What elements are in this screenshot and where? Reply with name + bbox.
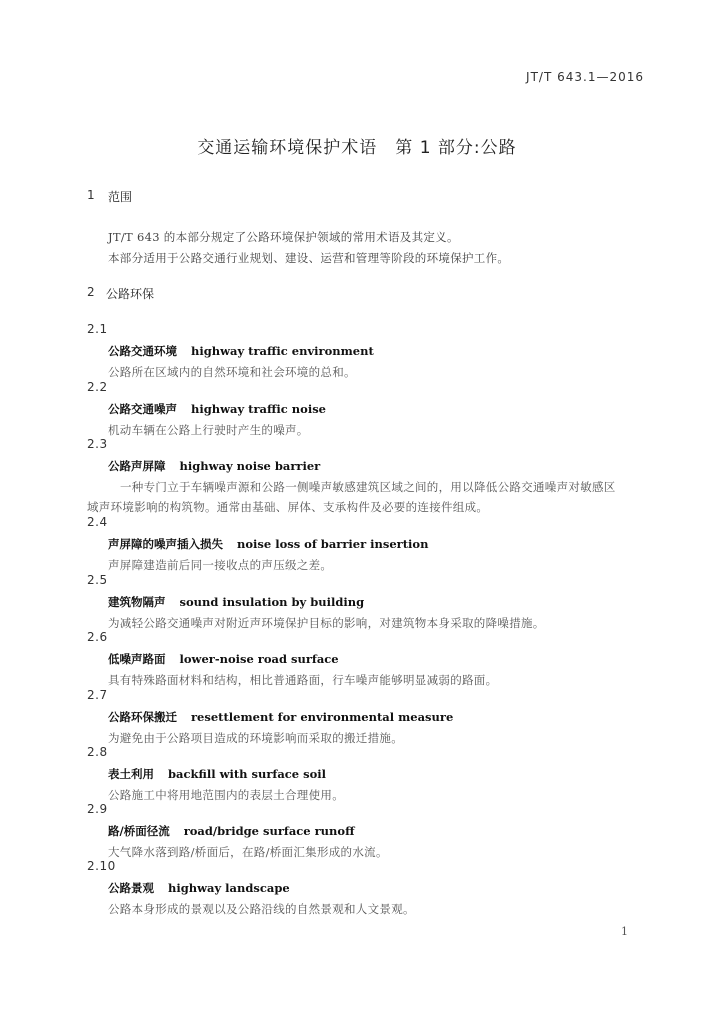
- section-1-number: 1: [87, 188, 95, 202]
- term-number: 2.3: [87, 437, 108, 451]
- term-definition: 声屏障建造前后同一接收点的声压级之差。: [108, 558, 333, 572]
- term-english: noise loss of barrier insertion: [237, 537, 429, 551]
- section-2-title: 公路环保: [106, 287, 155, 301]
- term-chinese: 低噪声路面: [108, 652, 166, 666]
- term-definition: 域声环境影响的构筑物。通常由基础、屏体、支承构件及必要的连接件组成。: [87, 500, 489, 514]
- term-heading: [108, 651, 339, 667]
- term-chinese: 路/桥面径流: [108, 824, 170, 838]
- term-number: 2.7: [87, 688, 108, 702]
- term-chinese: 声屏障的噪声插入损失: [108, 537, 223, 551]
- term-definition: 一种专门立于车辆噪声源和公路一侧噪声敏感建筑区域之间的，用以降低公路交通噪声对敏感区: [120, 480, 616, 494]
- term-heading: [108, 880, 290, 896]
- term-chinese: 公路交通环境: [108, 344, 177, 358]
- term-english: highway landscape: [168, 881, 290, 895]
- term-number: 2.10: [87, 859, 116, 873]
- term-definition: 为减轻公路交通噪声对附近声环境保护目标的影响，对建筑物本身采取的降噪措施。: [108, 616, 545, 630]
- term-number: 2.1: [87, 322, 108, 336]
- term-chinese: 公路声屏障: [108, 459, 166, 473]
- term-english: road/bridge surface runoff: [183, 824, 355, 838]
- term-definition: 机动车辆在公路上行驶时产生的噪声。: [108, 423, 309, 437]
- term-heading: [108, 536, 428, 552]
- term-english: highway noise barrier: [179, 459, 321, 473]
- term-heading: [108, 709, 453, 725]
- term-chinese: 公路交通噪声: [108, 402, 177, 416]
- term-heading: [108, 343, 374, 359]
- term-chinese: 表土利用: [108, 767, 154, 781]
- term-number: 2.6: [87, 630, 108, 644]
- term-number: 2.5: [87, 573, 108, 587]
- term-heading: [108, 401, 326, 417]
- term-english: highway traffic environment: [191, 344, 374, 358]
- term-definition: 公路所在区域内的自然环境和社会环境的总和。: [108, 365, 356, 379]
- term-english: resettlement for environmental measure: [191, 710, 454, 724]
- section-1-paragraph: 本部分适用于公路交通行业规划、建设、运营和管理等阶段的环境保护工作。: [108, 251, 510, 265]
- term-english: sound insulation by building: [179, 595, 365, 609]
- term-english: backfill with surface soil: [168, 767, 327, 781]
- term-english: lower-noise road surface: [179, 652, 339, 666]
- term-chinese: 公路景观: [108, 881, 154, 895]
- standard-code: JT/T 643.1—2016: [526, 70, 644, 84]
- term-number: 2.8: [87, 745, 108, 759]
- term-chinese: 公路环保搬迁: [108, 710, 177, 724]
- term-english: highway traffic noise: [191, 402, 326, 416]
- term-number: 2.4: [87, 515, 108, 529]
- term-definition: 公路施工中将用地范围内的表层土合理使用。: [108, 788, 344, 802]
- term-heading: [108, 458, 320, 474]
- document-title: 交通运输环境保护术语 第 1 部分:公路: [197, 138, 517, 158]
- term-heading: [108, 594, 364, 610]
- term-number: 2.2: [87, 380, 108, 394]
- term-heading: [108, 766, 326, 782]
- section-1-paragraph: JT/T 643 的本部分规定了公路环境保护领域的常用术语及其定义。: [108, 230, 459, 244]
- section-2-number: 2: [87, 285, 95, 299]
- term-heading: [108, 823, 355, 839]
- term-number: 2.9: [87, 802, 108, 816]
- page-number: 1: [621, 925, 628, 938]
- term-definition: 公路本身形成的景观以及公路沿线的自然景观和人文景观。: [108, 902, 415, 916]
- section-1-title: 范围: [108, 190, 133, 204]
- term-definition: 具有特殊路面材料和结构，相比普通路面，行车噪声能够明显减弱的路面。: [108, 673, 498, 687]
- term-chinese: 建筑物隔声: [108, 595, 166, 609]
- term-definition: 为避免由于公路项目造成的环境影响而采取的搬迁措施。: [108, 731, 403, 745]
- term-definition: 大气降水落到路/桥面后，在路/桥面汇集形成的水流。: [108, 845, 388, 859]
